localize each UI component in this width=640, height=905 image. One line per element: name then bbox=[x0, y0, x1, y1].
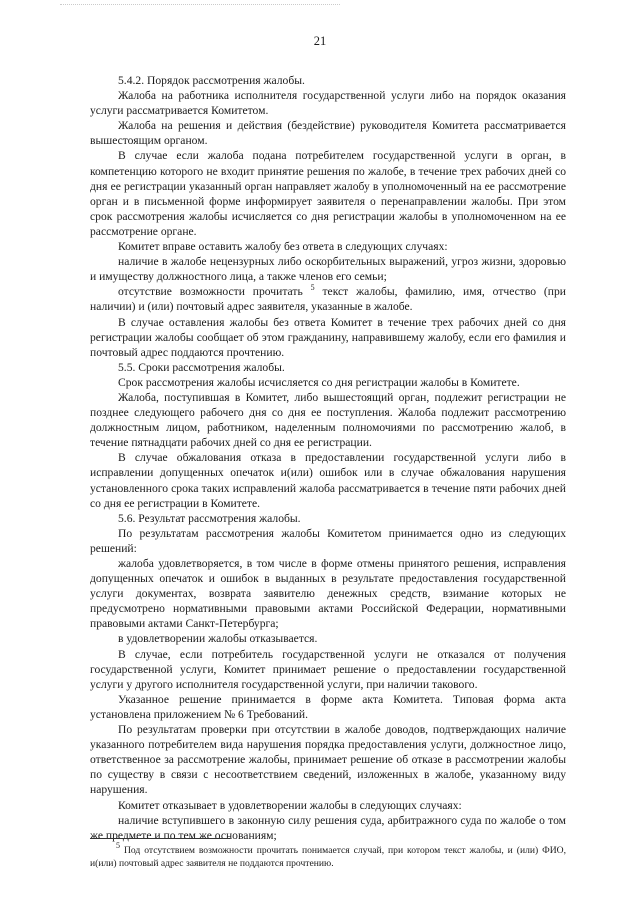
paragraph: Указанное решение принимается в форме акта Комитета. Типовая форма акта установлена приложением № 6 Требований. bbox=[90, 692, 566, 721]
section-heading: 5.4.2. Порядок рассмотрения жалобы. bbox=[118, 74, 305, 87]
section-heading: 5.6. Результат рассмотрения жалобы. bbox=[118, 511, 301, 525]
paragraph: в удовлетворении жалобы отказывается. bbox=[118, 632, 318, 646]
paragraph: жалоба удовлетворяется, в том числе в форме отмены принятого решения, исправления допущенных опечаток и ошибок в выданных в результате предоставления государственной услуги документах, возврата заявителю денежных средств, взимание которых не предусмотрено нормативными правовыми актами Российской Федерации, нормативными правовыми актами Санкт-Петербурга; bbox=[90, 557, 566, 631]
footnote-text: Под отсутствием возможности прочитать понимается случай, при котором текст жалобы, и (или) ФИО, и(или) почтовый адрес заявителя не поддаются прочтению. bbox=[90, 845, 566, 869]
footnote-ref: 5 bbox=[310, 283, 315, 293]
footnote-marker: 5 bbox=[116, 841, 120, 850]
paragraph: В случае оставления жалобы без ответа Комитет в течение трех рабочих дней со дня регистрации жалобы сообщает об этом гражданину, направившему жалобу, если его фамилия и почтовый адрес поддаются прочтению. bbox=[90, 315, 566, 359]
paragraph-part: текст жалобы, фамилию, имя, отчество (при наличии) и (или) почтовый адрес заявителя, указанные в жалобе. bbox=[90, 285, 566, 314]
section-heading: 5.5. Сроки рассмотрения жалобы. bbox=[118, 360, 285, 374]
paragraph: Комитет отказывает в удовлетворении жалобы в следующих случаях: bbox=[118, 798, 462, 812]
paragraph: По результатам рассмотрения жалобы Комитетом принимается одно из следующих решений: bbox=[90, 526, 566, 555]
paragraph: Комитет вправе оставить жалобу без ответа в следующих случаях: bbox=[118, 240, 448, 254]
footnote bbox=[90, 841, 566, 870]
paragraph: Жалоба на работника исполнителя государственной услуги либо на порядок оказания услуги рассматривается Комитетом. bbox=[90, 89, 566, 118]
scan-artifact bbox=[60, 4, 340, 8]
paragraph: Жалоба, поступившая в Комитет, либо вышестоящий орган, подлежит регистрации не позднее следующего рабочего дня со дня ее поступления. Жалоба подлежит рассмотрению должностным лицом, работником, наделенным полномочиями по рассмотрению жалоб, в течение пятнадцати рабочих дней со дня ее регистрации. bbox=[90, 390, 566, 450]
footnote-divider bbox=[90, 838, 230, 839]
paragraph: Срок рассмотрения жалобы исчисляется со дня регистрации жалобы в Комитете. bbox=[118, 375, 520, 389]
paragraph: В случае обжалования отказа в предоставлении государственной услуги либо в исправлении допущенных опечаток и(или) ошибок или в случае обжалования нарушения установленного срока таких исправлений жалоба рассматривается в течение пяти рабочих дней со дня ее регистрации в Комитете. bbox=[90, 451, 566, 510]
paragraph: По результатам проверки при отсутствии в жалобе доводов, подтверждающих наличие указанного потребителем вида нарушения порядка предоставления услуги, должностное лицо, ответственное за рассмотрение жалобы, принимает решение об отказе в рассмотрении жалобы по существу в связи с несоответствием сведений, изложенных в жалобе, указанному виду нарушения. bbox=[90, 723, 566, 797]
paragraph-part: отсутствие возможности прочитать bbox=[118, 285, 303, 299]
paragraph: Жалоба на решения и действия (бездействие) руководителя Комитета рассматривается вышестоящим органом. bbox=[90, 119, 566, 148]
paragraph: В случае, если потребитель государственной услуги не отказался от получения государственной услуги, Комитет принимает решение о предоставлении государственной услуги у другого исполнителя государственной услуги, при наличии такового. bbox=[90, 647, 566, 691]
paragraph: В случае если жалоба подана потребителем государственной услуги в орган, в компетенцию которого не входит принятие решения по жалобе, в течение трех рабочих дней со дня ее регистрации указанный орган направляет жалобу в уполномоченный на ее рассмотрение орган и в письменной форме информирует заявителя о перенаправлении жалобы. При этом срок рассмотрения жалобы исчисляется со дня регистрации жалобы в уполномоченном на ее рассмотрение органе. bbox=[90, 149, 566, 238]
page-number: 21 bbox=[313, 34, 327, 48]
paragraph: наличие вступившего в законную силу решения суда, арбитражного суда по жалобе о том же предмете и по тем же основаниям; bbox=[90, 813, 566, 842]
document-body bbox=[90, 73, 566, 843]
paragraph: наличие в жалобе нецензурных либо оскорбительных выражений, угроз жизни, здоровью и имуществу должностного лица, а также членов его семьи; bbox=[90, 255, 566, 284]
paragraph bbox=[90, 284, 566, 314]
